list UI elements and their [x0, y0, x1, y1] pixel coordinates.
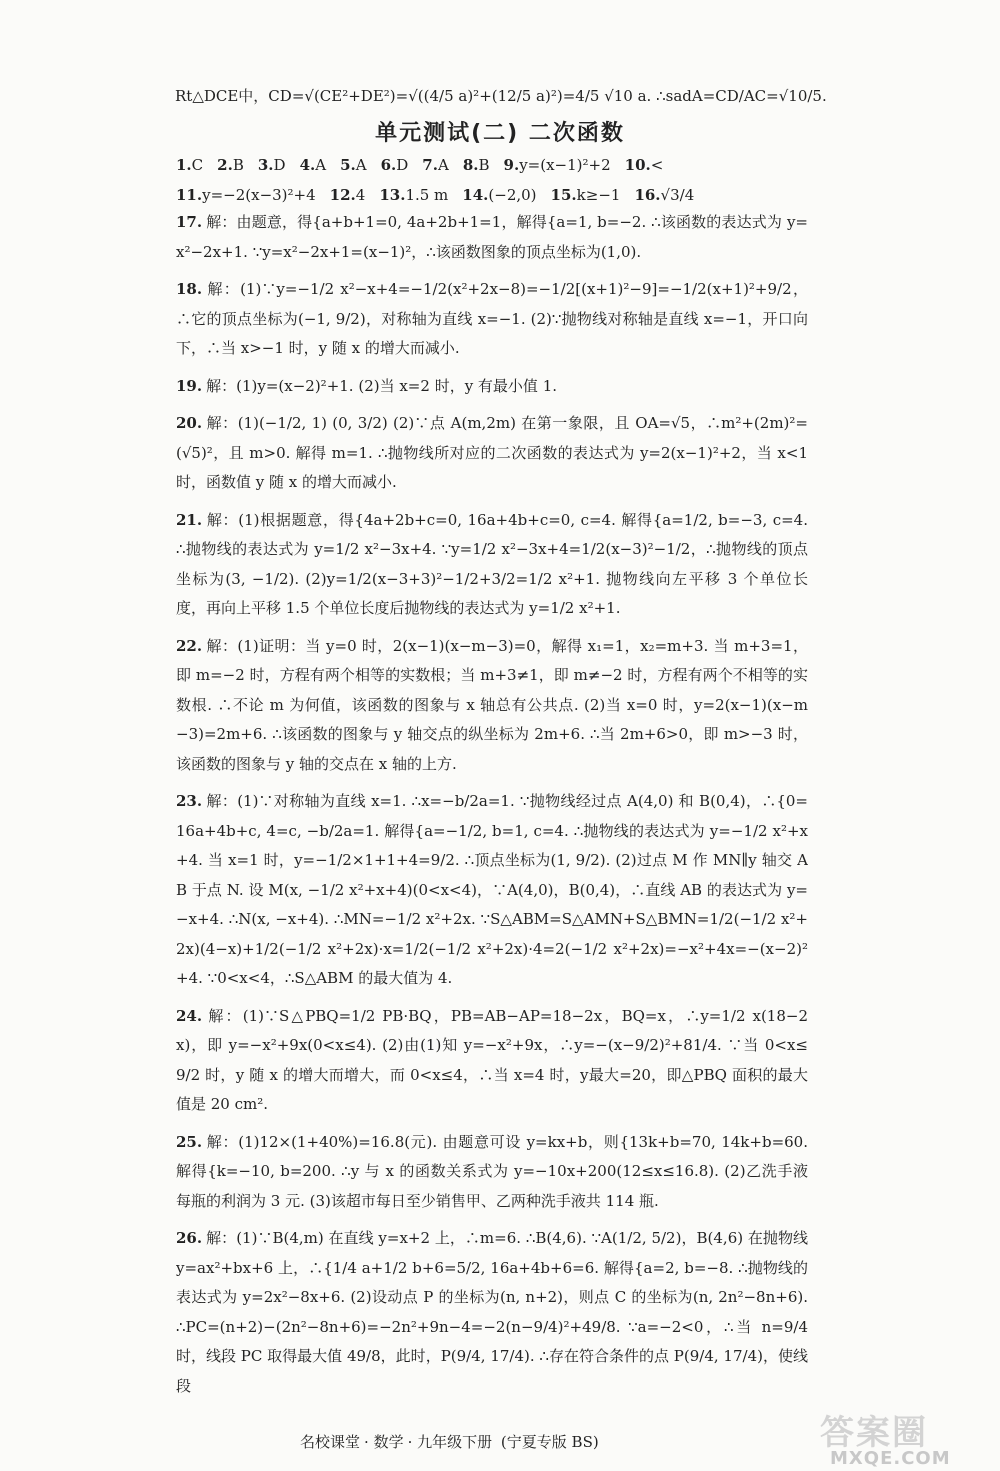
solution-number: 21. [176, 510, 203, 529]
solution-text: 解：(1)∵B(4,m) 在直线 y=x+2 上，∴m=6. ∴B(4,6). ∵A(1/2, 5/2)，B(4,6) 在抛物线 y=ax²+bx+6 上，∴{1/4 a+1/2 b+6=5/2, 16a+4b+6=6. 解得{a=2, b=−8. ∴抛物线的表达式为 y=2x²−8x+6. (2)设动点 P 的坐标为(n, n+2)，则点 C 的坐标为(n, 2n²−8n+6). ∴PC=(n+2)−(2n²−8n+6)=−2n²+9n−4=−2(n−9/4)²+49/8. ∵a=−2<0，∴当 n=9/4 时，线段 PC 取得最大值 49/8，此时，P(9/4, 17/4). ∴存在符合条件的点 P(9/4, 17/4)，使线段 [176, 1229, 808, 1395]
solution-text: 解：(1)12×(1+40%)=16.8(元). 由题意可设 y=kx+b，则{13k+b=70, 14k+b=60. 解得{k=−10, b=200. ∴y 与 x 的函数关系式为 y=−10x+200(12≤x≤16.8). (2)乙洗手液每瓶的利润为 3 元. (3)该超市每日至少销售甲、乙两种洗手液共 114 瓶. [176, 1132, 808, 1210]
answer-value: y=−2(x−3)²+4 [202, 186, 316, 204]
answer-value: D [396, 156, 409, 174]
footer-series: 名校课堂 [300, 1433, 361, 1451]
solution-number: 18. [176, 280, 203, 298]
section-title: 单元测试(二) 二次函数 [375, 121, 625, 146]
solution-item [176, 506, 808, 624]
answer-item [379, 180, 448, 210]
answer-value: B [232, 156, 244, 174]
solution-number: 23. [176, 792, 203, 810]
answer-item [504, 150, 611, 180]
answer-item [551, 180, 621, 210]
answer-number: 4. [299, 156, 316, 174]
watermark-logo: 答案圈 [820, 1413, 928, 1451]
watermark-url: MXQE.COM [830, 1448, 951, 1469]
answer-number: 13. [379, 186, 406, 204]
solution-item [176, 632, 808, 780]
solution-text: 解：(1)(−1/2, 1) (0, 3/2) (2)∵点 A(m,2m) 在第一象限，且 OA=√5，∴m²+(2m)²=(√5)²，且 m>0. 解得 m=1. ∴抛物线所对应的二次函数的表达式为 y=2(x−1)²+2，当 x<1 时，函数值 y 随 x 的增大而减小. [176, 414, 808, 491]
solution-number: 25. [176, 1132, 203, 1151]
solution-item [176, 1128, 808, 1217]
answer-value: < [650, 156, 664, 174]
answer-item [340, 150, 367, 180]
footer-subject: 数学 [373, 1433, 404, 1451]
solution-number: 19. [176, 376, 203, 395]
answer-number: 10. [624, 156, 651, 174]
footer-grade: 九年级下册 [417, 1433, 493, 1451]
solution-item [176, 787, 808, 994]
solution-number: 24. [176, 1006, 203, 1025]
solution-number: 17. [176, 213, 203, 231]
answer-item [462, 180, 536, 210]
solution-text: 解：(1)∵对称轴为直线 x=1. ∴x=−b/2a=1. ∵抛物线经过点 A(4,0) 和 B(0,4)，∴{0=16a+4b+c, 4=c, −b/2a=1. 解得{a=−1/2, b=1, c=4. ∴抛物线的表达式为 y=−1/2 x²+x+4. 当 x=1 时，y=−1/2×1+1+4=9/2. ∴顶点坐标为(1, 9/2). (2)过点 M 作 MN∥y 轴交 AB 于点 N. 设 M(x, −1/2 x²+x+4)(0<x<4)，∵A(4,0)，B(0,4)，∴直线 AB 的表达式为 y=−x+4. ∴N(x, −x+4). ∴MN=−1/2 x²+2x. ∵S△ABM=S△AMN+S△BMN=1/2(−1/2 x²+2x)(4−x)+1/2(−1/2 x²+2x)·x=1/2(−1/2 x²+2x)·4=2(−1/2 x²+2x)=−x²+4x=−(x−2)²+4. ∵0<x<4，∴S△ABM 的最大值为 4. [176, 792, 808, 987]
answer-number: 11. [176, 186, 203, 204]
answer-item [176, 150, 203, 180]
answer-value: B [478, 156, 490, 174]
answer-number: 5. [340, 156, 356, 174]
quick-answers [176, 150, 808, 210]
solution-item [176, 208, 808, 267]
solution-item [176, 1002, 808, 1120]
page-footer: 名校课堂 · 数学 · 九年级下册 (宁夏专版 BS) [300, 1433, 599, 1451]
answer-number: 9. [503, 156, 520, 174]
answer-value: y=(x−1)²+2 [519, 156, 611, 174]
answer-value: 4 [355, 186, 366, 204]
intro-line: Rt△DCE中，CD=√(CE²+DE²)=√((4/5 a)²+(12/5 a)²)=4/5 √10 a. ∴sadA=CD/AC=√10/5. [175, 87, 827, 105]
answer-item [625, 150, 664, 180]
solution-text: 解：(1)y=(x−2)²+1. (2)当 x=2 时，y 有最小值 1. [206, 376, 558, 395]
solution-text: 解：(1)证明：当 y=0 时，2(x−1)(x−m−3)=0，解得 x₁=1，x₂=m+3. 当 m+3=1，即 m=−2 时，方程有两个相等的实数根；当 m+3≠1，即 m≠−2 时，方程有两个不相等的实数根. ∴不论 m 为何值，该函数的图象与 x 轴总有公共点. (2)当 x=0 时，y=2(x−1)(x−m−3)=2m+6. ∴该函数的图象与 y 轴交点的纵坐标为 2m+6. ∴当 2m+6>0，即 m>−3 时，该函数的图象与 y 轴的交点在 x 轴的上方. [176, 636, 808, 773]
answer-item [300, 150, 327, 180]
answer-item [258, 150, 286, 180]
answer-item [330, 180, 366, 210]
answer-item [422, 150, 449, 180]
solution-number: 20. [176, 414, 203, 432]
answer-item [381, 150, 409, 180]
answer-value: A [437, 156, 449, 174]
solution-text: 解：(1)根据题意，得{4a+2b+c=0, 16a+4b+c=0, c=4. 解得{a=1/2, b=−3, c=4. ∴抛物线的表达式为 y=1/2 x²−3x+4. ∵y=1/2 x²−3x+4=1/2(x−3)²−1/2，∴抛物线的顶点坐标为(3, −1/2). (2)y=1/2(x−3+3)²−1/2+3/2=1/2 x²+1. 抛物线向左平移 3 个单位长度，再向上平移 1.5 个单位长度后抛物线的表达式为 y=1/2 x²+1. [176, 510, 808, 617]
answer-value: (−2,0) [488, 186, 537, 204]
answer-item [176, 180, 316, 210]
answer-value: A [355, 156, 367, 174]
answer-value: A [315, 156, 327, 174]
solution-item [176, 409, 808, 498]
solution-text: 解：由题意，得{a+b+1=0, 4a+2b+1=1，解得{a=1, b=−2. ∴该函数的表达式为 y=x²−2x+1. ∵y=x²−2x+1=(x−1)²，∴该函数图象的顶点坐标为(1,0). [176, 213, 808, 261]
solution-item [176, 1224, 808, 1401]
answer-item [463, 150, 490, 180]
answer-number: 1. [176, 156, 192, 174]
answer-number: 2. [217, 156, 233, 174]
answer-number: 8. [462, 156, 479, 174]
answer-number: 14. [462, 186, 489, 204]
answer-number: 15. [550, 186, 577, 204]
answer-value: k≥−1 [576, 186, 621, 204]
solution-number: 26. [176, 1229, 203, 1247]
solution-item [176, 275, 808, 364]
solution-number: 22. [176, 636, 203, 655]
answer-value: √3/4 [660, 186, 695, 204]
answer-item [634, 180, 694, 210]
answer-number: 3. [257, 156, 274, 174]
answer-value: C [191, 156, 204, 174]
solution-item [176, 372, 808, 402]
answer-number: 6. [380, 156, 397, 174]
footer-edition: (宁夏专版 BS) [500, 1433, 599, 1451]
answer-number: 12. [329, 186, 356, 204]
answer-value: D [273, 156, 286, 174]
answer-number: 16. [634, 186, 661, 204]
solution-text: 解：(1)∵y=−1/2 x²−x+4=−1/2(x²+2x−8)=−1/2[(x+1)²−9]=−1/2(x+1)²+9/2，∴它的顶点坐标为(−1, 9/2)，对称轴为直线 x=−1. (2)∵抛物线对称轴是直线 x=−1，开口向下，∴当 x>−1 时，y 随 x 的增大而减小. [176, 280, 808, 357]
solutions-list [176, 208, 808, 1424]
answer-value: 1.5 m [405, 186, 449, 204]
answer-number: 7. [422, 156, 438, 174]
solution-text: 解：(1)∵S△PBQ=1/2 PB·BQ，PB=AB−AP=18−2x，BQ=x，∴y=1/2 x(18−2x)，即 y=−x²+9x(0<x≤4). (2)由(1)知 y=−x²+9x，∴y=−(x−9/2)²+81/4. ∵当 0<x≤9/2 时，y 随 x 的增大而增大，而 0<x≤4，∴当 x=4 时，y最大=20，即△PBQ 面积的最大值是 20 cm². [176, 1006, 808, 1113]
answer-item [217, 150, 244, 180]
